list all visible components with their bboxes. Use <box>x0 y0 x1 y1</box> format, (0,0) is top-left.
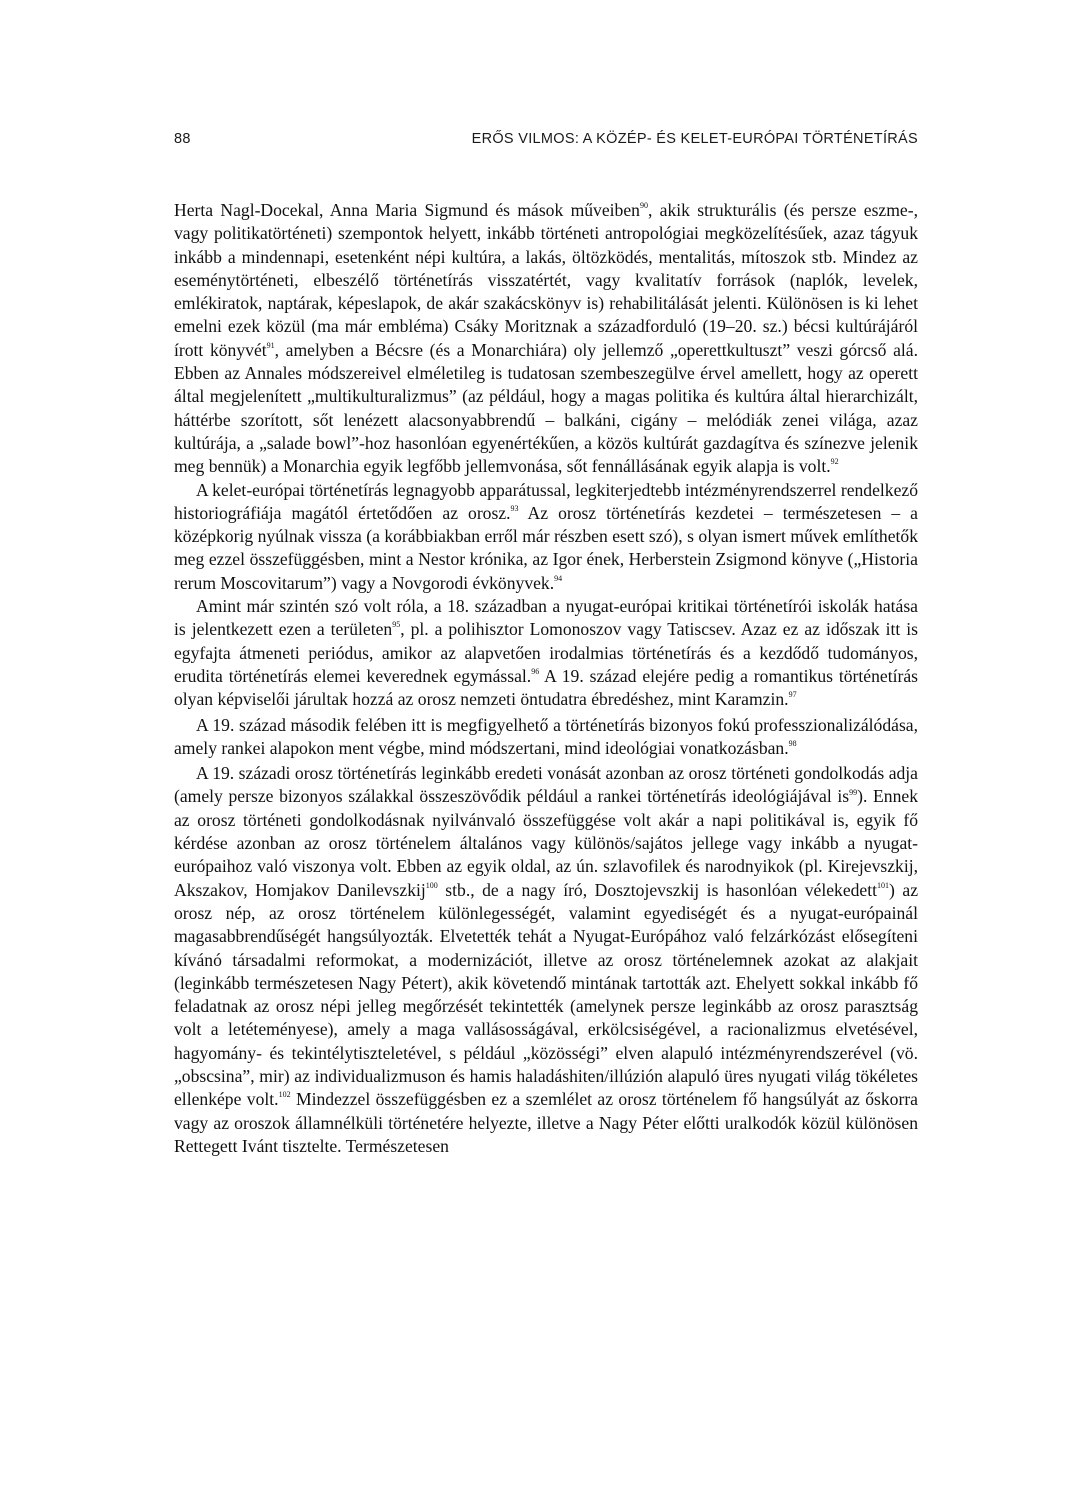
body-text <box>174 199 918 1158</box>
page-header <box>174 131 918 151</box>
footnote-ref: 94 <box>554 573 563 583</box>
paragraph <box>174 595 918 711</box>
paragraph <box>174 199 918 479</box>
paragraph <box>174 714 918 761</box>
text-run: A 19. század elejére pedig a romantikus történetírás olyan képviselői járultak hozzá az orosz nemzeti öntudatra ébredéshez, mint Karamzin. <box>174 665 918 710</box>
footnote-ref: 102 <box>278 1090 291 1100</box>
footnote-ref: 99 <box>849 787 858 797</box>
footnote-ref: 95 <box>392 620 401 630</box>
running-title: ERŐS VILMOS: A KÖZÉP- ÉS KELET-EURÓPAI TÖRTÉNETÍRÁS <box>471 131 918 147</box>
footnote-ref: 97 <box>788 690 797 700</box>
text-run: Herta Nagl-Docekal, Anna Maria Sigmund és mások műveiben <box>174 200 640 220</box>
footnote-ref: 91 <box>266 340 275 350</box>
footnote-ref: 92 <box>830 457 839 467</box>
text-run: A kelet-európai történetírás legnagyobb apparátussal, legkiterjedtebb intézményrendszerrel rendelkező historiográfiája magától értetődően az orosz. <box>174 479 919 523</box>
text-run: stb., de a nagy író, Dosztojevszkij is hasonlóan vélekedett <box>437 879 878 900</box>
paragraph <box>174 762 918 1158</box>
text-run: , pl. a polihisztor Lomonoszov vagy Tatiscsev. Azaz ez az időszak itt is egyfajta átmeneti periódus, amikor az alapvetően irodalmias történetírás és a kezdődő tudományos, erudita történetírás elemei keverednek egymással. <box>174 619 918 686</box>
footnote-ref: 98 <box>788 738 797 748</box>
text-run: A 19. századi orosz történetírás leginkább eredeti vonását azonban az orosz történeti gondolkodás adja (amely persze bizonyos szálakkal összeszövődik például a rankei történetírás ideológiájával is <box>174 763 918 807</box>
footnote-ref: 101 <box>877 880 890 890</box>
text-run: Mindezzel összefüggésben ez a szemlélet az orosz történelem fő hangsúlyát az őskorra vagy az oroszok államnélküli történetére helyezte, illetve a Nagy Péter előtti uralkodók közül különösen Rettegett Ivánt tisztelte. Természetesen <box>174 1089 918 1156</box>
paragraph <box>174 479 918 595</box>
text-run: ) az orosz nép, az orosz történelem különlegességét, valamint egyediségét és a nyugat-európainál magasabbrendűségét hangsúlyozták. Elvetették tehát a Nyugat-Európához való felzárkózást elősegíteni kívánó társadalmi reformokat, a modernizációt, illetve az orosz történelemnek azokat az alakjait (leginkább természetesen Nagy Pétert), akik követendő mintának tartották azt. Ehelyett sokkal inkább fő feladatnak az orosz népi jelleg megőrzését tekintették (amelynek persze leginkább az orosz parasztság volt a letéteményese), amely a maga vallásosságával, erkölcsiségével, a racionalizmus elvetésével, hagyomány- és tekintélytiszteletével, s például „közösségi” elven alapuló intézményrendszerével (vö. „obscsina”, mir) az individualizmuson és hamis haladáshiten/illúzión alapuló üres nyugati világ tökéletes ellenképe volt. <box>174 879 918 1110</box>
footnote-ref: 96 <box>531 667 540 677</box>
text-run: Az orosz történetírás kezdetei – természetesen – a középkorig nyúlnak vissza (a korábbiakban erről már részben esett szó), s olyan ismert művek említhetők meg ezzel összefüggésben, mint a Nestor krónika, az Igor ének, Herberstein Zsigmond könyve („Historia rerum Moscovitarum”) vagy a Novgorodi évkönyvek. <box>174 502 918 593</box>
text-run: ). Ennek az orosz történeti gondolkodásnak nyilvánvaló összefüggése volt akár a napi politikával is, egyik fő kérdése azonban az orosz történelem általános vagy különös/sajátos jellege vagy inkább a nyugat-európaihoz való viszonya volt. Ebben az egyik oldal, az ún. szlavofilek és narodnyikok (pl. Kirejevszkij, Akszakov, Homjakov Danilevszkij <box>174 786 918 900</box>
footnote-ref: 93 <box>510 504 519 513</box>
text-run: A 19. század második felében itt is megfigyelhető a történetírás bizonyos fokú professzionalizálódása, amely rankei alapokon ment végbe, mind módszertani, mind ideológiai vonatkozásban. <box>174 714 918 758</box>
page-number: 88 <box>174 131 191 147</box>
text-run: , akik strukturális (és persze eszme-, vagy politikatörténeti) szempontok helyett, inkább történeti antropológiai megközelítésűek, azaz tágyuk inkább a mindennapi, esetenként népi kultúra, a lakás, öltözködés, mentalitás, mítoszok stb. Mindez az eseménytörténeti, elbeszélő történetírás visszatértét, vagy kvalitatív források (naplók, levelek, emlékiratok, naptárak, képeslapok, de akár szakácskönyv is) rehabilitálását jelenti. Különösen is ki lehet emelni ezek közül (ma már embléma) Csáky Moritznak a századforduló (19–20. sz.) bécsi kultúrájáról írott könyvét <box>174 200 918 360</box>
footnote-ref: 90 <box>639 201 648 211</box>
footnote-ref: 100 <box>425 880 438 890</box>
text-run: Amint már szintén szó volt róla, a 18. században a nyugat-európai kritikai történetírói iskolák hatása is jelentkezett ezen a területen <box>174 596 918 640</box>
text-run: , amelyben a Bécsre (és a Monarchiára) oly jellemző „operettkultuszt” veszi górcső alá. Ebben az Annales módszereivel elméletileg is tudatosan szembeszegülve érvel amellett, hogy az operett által megjelenített „multikulturalizmus” (az például, hogy a magas politika és kultúra által hierarchizált, háttérbe szorított, sőt lenézett alacsonyabbrendű – balkáni, cigány – melódiák zenei világa, azaz kultúrája, a „salade bowl”-hoz hasonlóan egyenértékűen, a közös kultúrát gazdagítva és színezve jelenik meg bennük) a Monarchia egyik legfőbb jellemvonása, sőt fennállásának egyik alapja is volt. <box>174 339 918 477</box>
